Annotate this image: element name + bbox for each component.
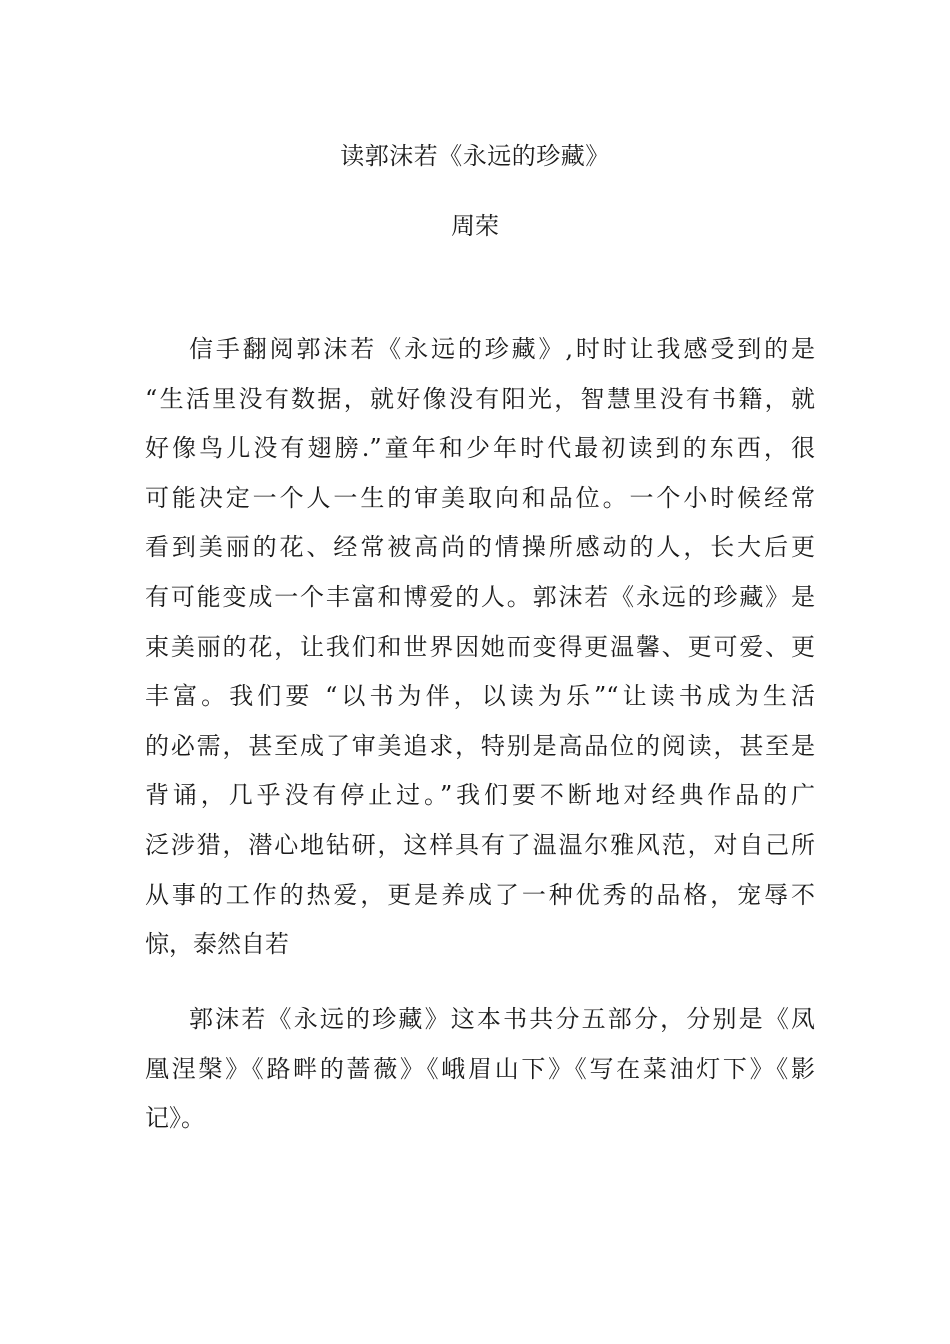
paragraph-2 (145, 995, 815, 1144)
paragraph-line: 的必需，甚至成了审美追求，特别是高品位的阅读，甚至是 (145, 731, 815, 760)
paragraph-line: “生活里没有数据，就好像没有阳光，智慧里没有书籍，就 (145, 384, 815, 413)
paragraph-line: 看到美丽的花、经常被高尚的情操所感动的人，长大后更 (145, 533, 815, 562)
paragraph-line: 背诵，几乎没有停止过。”我们要不断地对经典作品的广 (145, 781, 815, 810)
paragraph-line: 记》。 (145, 1104, 205, 1133)
document-author: 周荣 (451, 212, 499, 240)
paragraph-line: 信手翻阅郭沫若《永远的珍藏》,时时让我感受到的是 (189, 335, 815, 363)
paragraph-line: 郭沫若《永远的珍藏》这本书共分五部分，分别是《凤 (189, 1005, 815, 1033)
paragraph-line: 好像鸟儿没有翅膀.”童年和少年时代最初读到的东西，很 (145, 434, 815, 463)
paragraph-line: 可能决定一个人一生的审美取向和品位。一个小时候经常 (145, 483, 815, 512)
paragraph-line: 束美丽的花，让我们和世界因她而变得更温馨、更可爱、更 (145, 632, 815, 661)
paragraph-1 (145, 325, 815, 970)
paragraph-line: 凰涅槃》《路畔的蔷薇》《峨眉山下》《写在菜油灯下》《影 (145, 1054, 815, 1083)
paragraph-line: 泛涉猎，潜心地钻研，这样具有了温温尔雅风范，对自己所 (145, 830, 815, 859)
paragraph-line: 有可能变成一个丰富和博爱的人。郭沫若《永远的珍藏》是 (145, 582, 815, 611)
paragraph-line: 丰富。我们要 “以书为伴，以读为乐”“让读书成为生活 (145, 682, 815, 711)
paragraph-line: 从事的工作的热爱，更是养成了一种优秀的品格，宠辱不 (145, 880, 815, 909)
document-title: 读郭沫若《永远的珍藏》 (340, 142, 610, 170)
paragraph-line: 惊，泰然自若 (145, 930, 289, 959)
